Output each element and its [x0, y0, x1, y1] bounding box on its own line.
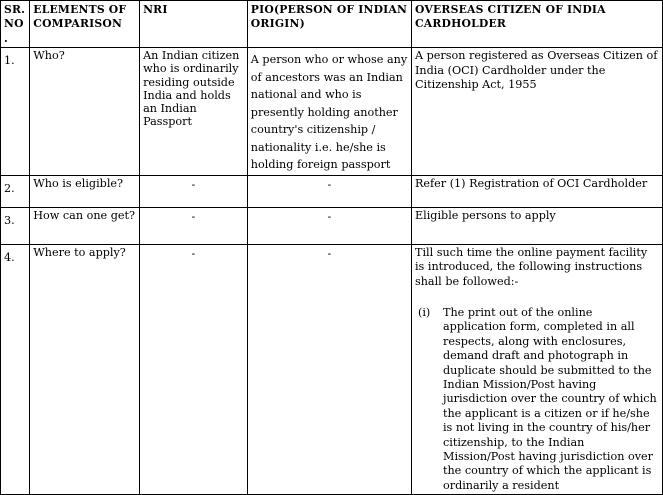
table-header-row: [1, 1, 663, 48]
row-sr: 4.: [1, 244, 30, 495]
row-nri: -: [140, 244, 248, 495]
table-row: [1, 48, 663, 176]
list-item-text: The print out of the online application form, completed in all respects, along with enclosures, demand draft and photograph in duplicate should be submitted to the Indian Mission/Post having jurisdiction over the country of which the applicant is a citizen or if he/she is not living in the country of his/her citizenship, to the Indian Mission/Post having jurisdiction over the country of which the applicant is ordinarily a resident: [442, 305, 657, 492]
row-element: Who?: [30, 48, 140, 176]
row-nri: -: [140, 175, 248, 207]
row-sr: 2.: [1, 175, 30, 207]
row-nri: -: [140, 207, 248, 244]
table-row: [1, 207, 663, 244]
row-sr: 3.: [1, 207, 30, 244]
list-item: [415, 306, 659, 493]
row-oci: A person registered as Overseas Citizen of India (OCI) Cardholder under the Citizenship Act, 1955: [411, 48, 662, 176]
row-oci: Eligible persons to apply: [411, 207, 662, 244]
row-oci: [411, 244, 662, 495]
row-pio: -: [247, 175, 411, 207]
row-element: Where to apply?: [30, 244, 140, 495]
row-pio: -: [247, 207, 411, 244]
row-element: Who is eligible?: [30, 175, 140, 207]
row-sr: 1.: [1, 48, 30, 176]
table-row: [1, 175, 663, 207]
table-row: [1, 244, 663, 495]
header-oci: OVERSEAS CITIZEN OF INDIA CARDHOLDER: [411, 1, 662, 48]
oci-intro: Till such time the online payment facility is introduced, the following instructions shall be followed:-: [414, 245, 648, 288]
header-pio: PIO(PERSON OF INDIAN ORIGIN): [247, 1, 411, 48]
row-nri: An Indian citizen who is ordinarily residing outside India and holds an Indian Passport: [140, 48, 248, 176]
header-elements: ELEMENTS OF COMPARISON: [30, 1, 140, 48]
row-pio: -: [247, 244, 411, 495]
row-element: How can one get?: [30, 207, 140, 244]
header-nri: NRI: [140, 1, 248, 48]
list-item-number: (i): [417, 305, 431, 319]
row-oci: Refer (1) Registration of OCI Cardholder: [411, 175, 662, 207]
header-sr-no: SR. NO.: [1, 1, 30, 48]
row-pio: A person who or whose any of ancestors was an Indian national and who is presently holding another country's citizenship / nationality i.e. he/she is holding foreign passport: [247, 48, 411, 176]
